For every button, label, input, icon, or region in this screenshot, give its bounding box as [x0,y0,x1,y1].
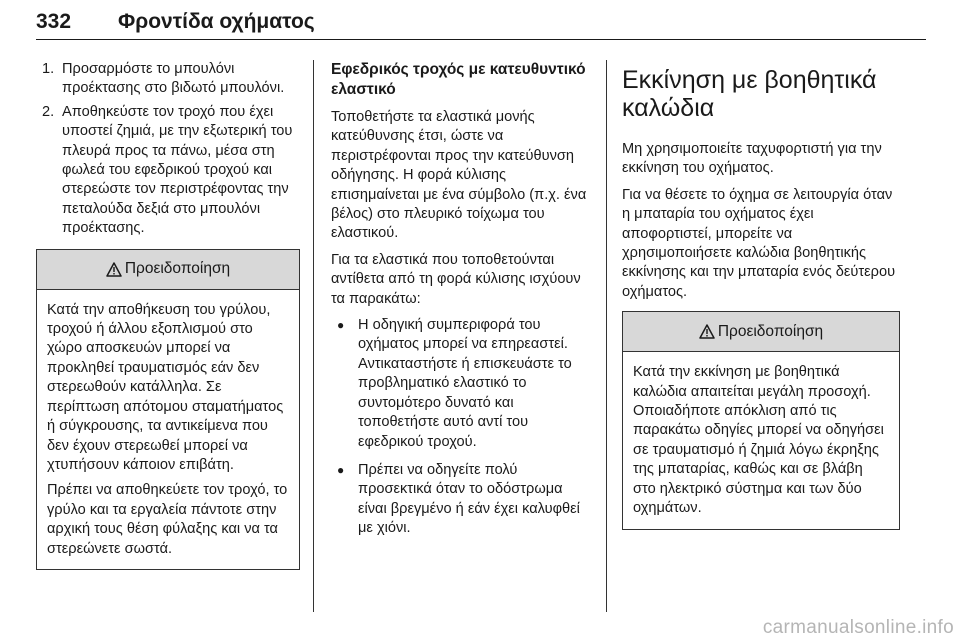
warning-paragraph: Πρέπει να αποθηκεύετε τον τροχό, το γρύλο και τα εργαλεία πάντοτε στην αρχική τους θέση φύλαξης και να τα στερεώνετε σωστά. [47,482,288,557]
column-divider-2 [606,60,607,612]
watermark: carmanualsonline.info [762,617,954,638]
bullet-dot-icon: ● [337,462,345,477]
steps-list [36,60,300,239]
column-left [36,60,300,570]
page-number: 332 [36,10,72,33]
section-heading-large: Εκκίνηση με βοηθητικά καλώδια [622,66,877,122]
warning-triangle-icon [106,262,122,277]
warning-header [37,250,299,290]
warning-title: Προειδοποίηση [124,260,231,278]
step-text: Προσαρμόστε το μπουλόνι προέκτασης στο βιδωτό μπουλόνι. [62,61,285,97]
warning-title: Προειδοποίηση [717,323,824,341]
warning-body [37,290,299,569]
page-header [36,8,926,40]
column-right [622,60,900,530]
warning-paragraph: Κατά την αποθήκευση του γρύλου, τροχού ή άλλου εξοπλισμού στο χώρο αποσκευών μπορεί να προκληθεί τραυματισμός εάν δεν στερεωθούν κατάλληλα. Σε περίπτωση απότομου σταματήματος ή σύγκρουσης, τα αντικείμενα που δεν έχουν στερεωθεί μπορεί να χτυπήσουν κάποιον επιβάτη. [47,301,284,473]
page-title: Φροντίδα οχήματος [118,10,315,33]
body-paragraph: Για να θέσετε το όχημα σε λειτουργία όταν η μπαταρία του οχήματος έχει αποφορτιστεί, μπορείτε να χρησιμοποιήσετε καλώδια βοηθητικής εκκίνησης και την μπαταρία ενός δεύτερου οχήματος. [622,186,896,300]
warning-box [36,249,300,570]
warning-triangle-icon [699,324,715,339]
step-number: 2. [42,103,55,120]
step-number: 1. [42,61,55,77]
section-heading: Εφεδρικός τροχός με κατευθυντικό ελαστικό [331,61,586,98]
list-item-text: Πρέπει να οδηγείτε πολύ προσεκτικά όταν το οδόστρωμα είναι βρεγμένο ή εάν έχει καλυφθεί με χιόνι. [358,461,580,537]
step-text: Αποθηκεύστε τον τροχό που έχει υποστεί ζημιά, με την εξωτερική του πλευρά προς τα πάνω, μέσα στη φωλεά του εφεδρικού τροχού και στερεώστε τον περιστρέφοντας την πεταλούδα δεξιά στο μπουλόνι προέκτασης. [62,103,293,237]
warning-body [623,352,899,528]
warning-paragraph: Κατά την εκκίνηση με βοηθητικά καλώδια απαιτείται μεγάλη προσοχή. Οποιαδήποτε απόκλιση από τις παρακάτω οδηγίες μπορεί να οδηγήσει σε τραυματισμό ή ζημιά λόγω έκρηξης της μπαταρίας, καθώς και σε βλάβη στο ηλεκτρικό σύστημα και των δύο οχημάτων. [633,364,884,517]
body-paragraph: Τοποθετήστε τα ελαστικά μονής κατεύθυνσης έτσι, ώστε να περιστρέφονται προς την κατεύθυνση οδήγησης. Η φορά κύλισης επισημαίνεται με ένα σύμβολο (π.χ. ένα βέλος) στο πλευρικό τοίχωμα του ελαστικού. [331,109,587,242]
step-item [36,103,300,239]
body-paragraph: Για τα ελαστικά που τοποθετούνται αντίθετα από τη φορά κύλισης ισχύουν τα παρακάτω: [331,251,581,307]
body-paragraph: Μη χρησιμοποιείτε ταχυφορτιστή για την εκκίνηση του οχήματος. [622,141,882,177]
list-item-text: Η οδηγική συμπεριφορά του οχήματος μπορεί να επηρεαστεί. Αντικαταστήστε ή επισκευάστε το προβληματικό ελαστικό το συντομότερο δυνατό και τοποθετήστε αυτό αντί του εφεδρικού τροχού. [358,317,572,450]
column-divider-1 [313,60,314,612]
list-item [331,461,593,539]
warning-header [623,312,899,352]
list-item [331,316,593,452]
step-item [36,60,300,99]
column-middle [331,60,593,548]
bullet-dot-icon: ● [337,318,345,333]
bullet-list [331,316,593,538]
warning-box [622,311,900,529]
